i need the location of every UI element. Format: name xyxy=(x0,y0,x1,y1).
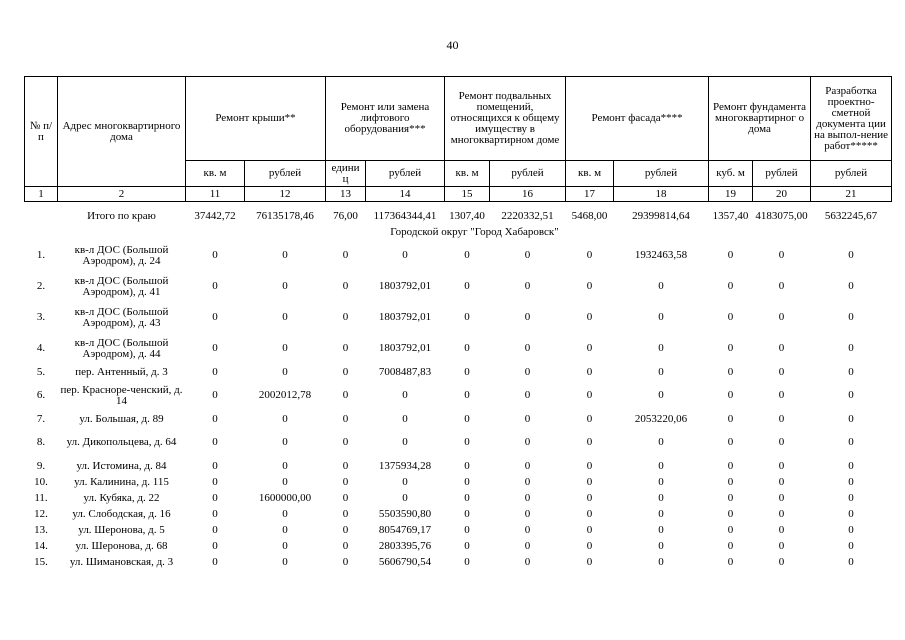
row-value: 8054769,17 xyxy=(378,523,432,536)
row-value: 1932463,58 xyxy=(634,249,688,261)
row-value: 0 xyxy=(524,491,531,504)
row-value: 0 xyxy=(658,436,664,448)
row-value: 0 xyxy=(464,389,470,401)
table-row xyxy=(25,380,892,411)
row-value: 1803792,01 xyxy=(378,311,432,323)
row-value: 0 xyxy=(212,555,218,568)
row-number: 3. xyxy=(36,311,46,323)
row-value: 0 xyxy=(342,412,349,425)
row-value: 0 xyxy=(586,523,593,536)
row-value: 0 xyxy=(586,311,593,323)
row-value: 0 xyxy=(342,436,349,448)
table-row xyxy=(25,364,892,380)
table-row xyxy=(25,427,892,458)
row-value: 0 xyxy=(282,436,288,448)
row-value: 0 xyxy=(586,539,593,552)
row-value: 0 xyxy=(342,280,349,292)
row-value: 0 xyxy=(282,342,288,354)
row-value: 0 xyxy=(586,459,593,472)
row-address: ул. Истомина, д. 84 xyxy=(76,459,167,472)
row-address: ул. Слободская, д. 16 xyxy=(72,507,171,520)
row-value: 0 xyxy=(524,342,531,354)
row-value: 0 xyxy=(658,389,664,401)
row-value: 0 xyxy=(658,365,664,378)
header-elevator: Ремонт или замена лифтового оборудования*** xyxy=(326,77,445,161)
row-value: 0 xyxy=(212,436,218,448)
column-number: 19 xyxy=(709,187,753,202)
row-value: 0 xyxy=(848,311,854,323)
row-value: 0 xyxy=(727,365,734,378)
row-number: 1. xyxy=(36,249,46,261)
total-value: 76135178,46 xyxy=(256,209,314,222)
unit-header: рублей xyxy=(366,161,445,187)
row-value: 0 xyxy=(524,539,531,552)
row-number: 9. xyxy=(36,459,46,472)
row-value: 0 xyxy=(342,459,349,472)
header-col-address: Адрес многоквартирного дома xyxy=(58,77,186,187)
total-value: 5468,00 xyxy=(571,209,608,222)
city-row xyxy=(25,224,892,240)
row-value: 0 xyxy=(342,311,349,323)
row-value: 0 xyxy=(727,280,734,292)
row-value: 0 xyxy=(342,342,349,354)
row-number: 13. xyxy=(34,523,48,536)
row-value: 0 xyxy=(778,365,785,378)
unit-header: кв. м xyxy=(566,161,614,187)
row-address: пер. Антенный, д. 3 xyxy=(75,365,168,378)
row-address: кв-л ДОС (Большой Аэродром), д. 43 xyxy=(74,305,169,329)
row-value: 0 xyxy=(727,342,734,354)
row-value: 0 xyxy=(524,523,531,536)
row-value: 0 xyxy=(212,539,218,552)
row-value: 0 xyxy=(342,523,349,536)
row-number: 14. xyxy=(34,539,48,552)
row-value: 0 xyxy=(524,507,531,520)
row-value: 0 xyxy=(464,491,470,504)
row-value: 0 xyxy=(848,475,854,488)
row-value: 0 xyxy=(778,249,785,261)
total-row xyxy=(25,208,892,224)
row-value: 0 xyxy=(464,412,470,425)
row-value: 1600000,00 xyxy=(258,491,312,504)
row-value: 0 xyxy=(464,475,470,488)
row-value: 0 xyxy=(658,280,664,292)
row-number: 15. xyxy=(34,555,48,568)
row-address: кв-л ДОС (Большой Аэродром), д. 44 xyxy=(74,336,169,360)
total-label: Итого по краю xyxy=(87,209,156,222)
row-value: 0 xyxy=(848,280,854,292)
row-value: 0 xyxy=(778,523,785,536)
row-value: 0 xyxy=(727,311,734,323)
row-value: 0 xyxy=(658,523,664,536)
row-number: 10. xyxy=(34,475,48,488)
total-value: 29399814,64 xyxy=(632,209,690,222)
row-value: 0 xyxy=(524,249,531,261)
row-value: 0 xyxy=(658,342,664,354)
row-value: 0 xyxy=(658,459,664,472)
row-address: кв-л ДОС (Большой Аэродром), д. 24 xyxy=(74,243,169,267)
row-number: 6. xyxy=(36,389,46,401)
row-value: 0 xyxy=(212,475,218,488)
header-roof: Ремонт крыши** xyxy=(186,77,326,161)
unit-header: рублей xyxy=(811,161,892,187)
row-value: 0 xyxy=(464,280,470,292)
row-value: 7008487,83 xyxy=(378,365,432,378)
header-design-docs: Разработка проектно-сметной документа ции на выпол-нение работ***** xyxy=(811,77,892,161)
row-value: 0 xyxy=(524,555,531,568)
row-value: 0 xyxy=(464,311,470,323)
row-value: 0 xyxy=(282,507,288,520)
row-value: 0 xyxy=(727,249,734,261)
row-value: 0 xyxy=(586,342,593,354)
row-address: ул. Большая, д. 89 xyxy=(79,412,164,425)
row-number: 2. xyxy=(36,280,46,292)
total-value: 5632245,67 xyxy=(824,209,878,222)
row-value: 0 xyxy=(342,507,349,520)
row-value: 0 xyxy=(282,412,288,425)
column-number: 14 xyxy=(366,187,445,202)
row-value: 0 xyxy=(778,342,785,354)
row-value: 0 xyxy=(464,555,470,568)
row-value: 0 xyxy=(282,555,288,568)
row-value: 1803792,01 xyxy=(378,342,432,354)
row-value: 0 xyxy=(586,280,593,292)
row-value: 0 xyxy=(727,475,734,488)
row-value: 0 xyxy=(524,412,531,425)
row-value: 2803395,76 xyxy=(378,539,432,552)
row-address: пер. Красноре-ченский, д. 14 xyxy=(60,383,183,407)
row-value: 0 xyxy=(402,412,408,425)
row-value: 0 xyxy=(778,280,785,292)
row-value: 0 xyxy=(212,491,218,504)
row-value: 0 xyxy=(212,507,218,520)
row-value: 0 xyxy=(524,365,531,378)
column-numbers-row xyxy=(25,187,892,202)
row-value: 0 xyxy=(282,539,288,552)
table-row xyxy=(25,333,892,364)
total-value: 4183075,00 xyxy=(755,209,808,222)
total-value: 1307,40 xyxy=(449,209,485,222)
unit-header: кв. м xyxy=(445,161,490,187)
column-number: 1 xyxy=(25,187,58,202)
row-number: 11. xyxy=(34,491,48,504)
row-value: 0 xyxy=(658,491,664,504)
row-value: 0 xyxy=(848,459,854,472)
row-value: 0 xyxy=(464,523,470,536)
row-value: 0 xyxy=(524,459,531,472)
row-address: ул. Шимановская, д. 3 xyxy=(69,555,174,568)
row-value: 0 xyxy=(212,523,218,536)
row-value: 0 xyxy=(282,475,288,488)
row-number: 4. xyxy=(36,342,46,354)
table-row xyxy=(25,302,892,333)
row-value: 0 xyxy=(464,342,470,354)
row-value: 0 xyxy=(586,389,593,401)
row-value: 0 xyxy=(658,539,664,552)
row-value: 0 xyxy=(212,365,218,378)
row-value: 0 xyxy=(342,365,349,378)
row-value: 0 xyxy=(342,555,349,568)
table-row xyxy=(25,554,892,570)
row-value: 0 xyxy=(524,280,531,292)
row-value: 0 xyxy=(342,475,349,488)
row-value: 0 xyxy=(464,365,470,378)
row-value: 0 xyxy=(848,507,854,520)
unit-header: куб. м xyxy=(709,161,753,187)
row-value: 0 xyxy=(586,555,593,568)
row-value: 0 xyxy=(658,475,664,488)
column-number: 18 xyxy=(614,187,709,202)
row-value: 0 xyxy=(524,475,531,488)
row-value: 0 xyxy=(464,539,470,552)
row-value: 0 xyxy=(727,459,734,472)
row-value: 0 xyxy=(402,389,408,401)
row-value: 0 xyxy=(778,311,785,323)
row-value: 0 xyxy=(848,412,854,425)
row-value: 0 xyxy=(282,365,288,378)
row-value: 0 xyxy=(342,389,349,401)
row-value: 0 xyxy=(848,342,854,354)
row-value: 0 xyxy=(586,491,593,504)
total-value: 1357,40 xyxy=(712,209,749,222)
row-value: 0 xyxy=(727,412,734,425)
unit-header: рублей xyxy=(245,161,326,187)
row-value: 0 xyxy=(464,459,470,472)
row-value: 0 xyxy=(464,249,470,261)
row-value: 0 xyxy=(658,311,664,323)
row-value: 0 xyxy=(464,507,470,520)
column-number: 17 xyxy=(566,187,614,202)
row-value: 0 xyxy=(212,412,218,425)
row-number: 7. xyxy=(36,412,46,425)
table-row xyxy=(25,271,892,302)
row-value: 0 xyxy=(778,389,785,401)
row-value: 0 xyxy=(586,365,593,378)
row-value: 1375934,28 xyxy=(378,459,432,472)
row-address: ул. Шеронова, д. 68 xyxy=(75,539,168,552)
header-foundation: Ремонт фундамента многоквартирног о дома xyxy=(709,77,811,161)
unit-header: рублей xyxy=(753,161,811,187)
row-value: 0 xyxy=(778,539,785,552)
row-value: 0 xyxy=(848,389,854,401)
row-value: 0 xyxy=(727,491,734,504)
row-value: 0 xyxy=(282,311,288,323)
row-value: 5606790,54 xyxy=(378,555,432,568)
column-number: 2 xyxy=(58,187,186,202)
column-number: 20 xyxy=(753,187,811,202)
column-number: 21 xyxy=(811,187,892,202)
row-address: кв-л ДОС (Большой Аэродром), д. 41 xyxy=(74,274,169,298)
row-value: 0 xyxy=(727,436,734,448)
row-value: 0 xyxy=(778,412,785,425)
row-value: 0 xyxy=(464,436,470,448)
row-value: 2053220,06 xyxy=(634,412,688,425)
column-number: 13 xyxy=(326,187,366,202)
row-value: 0 xyxy=(402,475,408,488)
row-number: 8. xyxy=(36,436,46,448)
row-value: 0 xyxy=(778,491,785,504)
row-value: 0 xyxy=(524,311,531,323)
unit-header: едини ц xyxy=(326,161,366,187)
row-value: 0 xyxy=(848,523,854,536)
table-row xyxy=(25,458,892,474)
row-value: 0 xyxy=(212,249,218,261)
row-value: 0 xyxy=(586,249,593,261)
row-value: 0 xyxy=(778,436,785,448)
row-address: ул. Кубяка, д. 22 xyxy=(83,491,160,504)
unit-header: рублей xyxy=(490,161,566,187)
unit-header: кв. м xyxy=(186,161,245,187)
row-value: 2002012,78 xyxy=(258,389,312,401)
row-value: 0 xyxy=(586,507,593,520)
row-value: 0 xyxy=(282,280,288,292)
city-name: Городской округ "Город Хабаровск" xyxy=(390,225,559,238)
table-row xyxy=(25,474,892,490)
row-value: 0 xyxy=(524,436,531,448)
table-row xyxy=(25,538,892,554)
row-value: 0 xyxy=(658,507,664,520)
row-value: 0 xyxy=(848,491,854,504)
row-value: 0 xyxy=(586,436,593,448)
row-value: 0 xyxy=(212,342,218,354)
total-value: 76,00 xyxy=(333,209,358,222)
row-value: 0 xyxy=(402,249,408,261)
row-address: ул. Дикопольцева, д. 64 xyxy=(66,436,177,448)
row-value: 0 xyxy=(727,555,734,568)
row-value: 0 xyxy=(778,459,785,472)
row-value: 0 xyxy=(778,507,785,520)
table-row xyxy=(25,490,892,506)
row-value: 0 xyxy=(727,389,734,401)
row-value: 0 xyxy=(727,523,734,536)
row-value: 0 xyxy=(212,280,218,292)
repair-table xyxy=(24,76,892,570)
header-facade: Ремонт фасада**** xyxy=(566,77,709,161)
row-number: 12. xyxy=(34,507,48,520)
table-row xyxy=(25,411,892,427)
row-value: 0 xyxy=(212,459,218,472)
header-basement: Ремонт подвальных помещений, относящихся к общему имуществу в многоквартирном доме xyxy=(445,77,566,161)
row-value: 0 xyxy=(848,539,854,552)
row-value: 0 xyxy=(848,555,854,568)
row-value: 0 xyxy=(282,249,288,261)
column-number: 11 xyxy=(186,187,245,202)
row-value: 0 xyxy=(282,523,288,536)
row-value: 0 xyxy=(586,475,593,488)
row-value: 0 xyxy=(727,539,734,552)
row-value: 0 xyxy=(212,389,218,401)
row-value: 0 xyxy=(282,459,288,472)
table-row xyxy=(25,522,892,538)
row-value: 0 xyxy=(778,555,785,568)
row-address: ул. Шеронова, д. 5 xyxy=(78,523,165,536)
row-value: 1803792,01 xyxy=(378,280,432,292)
row-value: 0 xyxy=(402,491,408,504)
row-value: 0 xyxy=(848,436,854,448)
row-value: 0 xyxy=(658,555,664,568)
row-value: 0 xyxy=(848,365,854,378)
total-value: 37442,72 xyxy=(194,209,236,222)
row-value: 0 xyxy=(342,249,349,261)
row-value: 5503590,80 xyxy=(378,507,432,520)
row-value: 0 xyxy=(848,249,854,261)
row-value: 0 xyxy=(212,311,218,323)
column-number: 16 xyxy=(490,187,566,202)
table-row xyxy=(25,506,892,522)
table-row xyxy=(25,240,892,271)
total-value: 2220332,51 xyxy=(501,209,554,222)
row-value: 0 xyxy=(402,436,408,448)
table-header xyxy=(25,77,892,202)
page-number: 40 xyxy=(446,38,459,52)
row-value: 0 xyxy=(342,539,349,552)
table-body xyxy=(25,202,892,571)
row-number: 5. xyxy=(36,365,46,378)
row-value: 0 xyxy=(727,507,734,520)
unit-header: рублей xyxy=(614,161,709,187)
total-value: 117364344,41 xyxy=(373,209,437,222)
row-value: 0 xyxy=(778,475,785,488)
row-value: 0 xyxy=(586,412,593,425)
row-value: 0 xyxy=(524,389,531,401)
column-number: 15 xyxy=(445,187,490,202)
column-number: 12 xyxy=(245,187,326,202)
row-value: 0 xyxy=(342,491,349,504)
row-address: ул. Калинина, д. 115 xyxy=(74,475,169,488)
header-col-no: № п/п xyxy=(25,77,58,187)
